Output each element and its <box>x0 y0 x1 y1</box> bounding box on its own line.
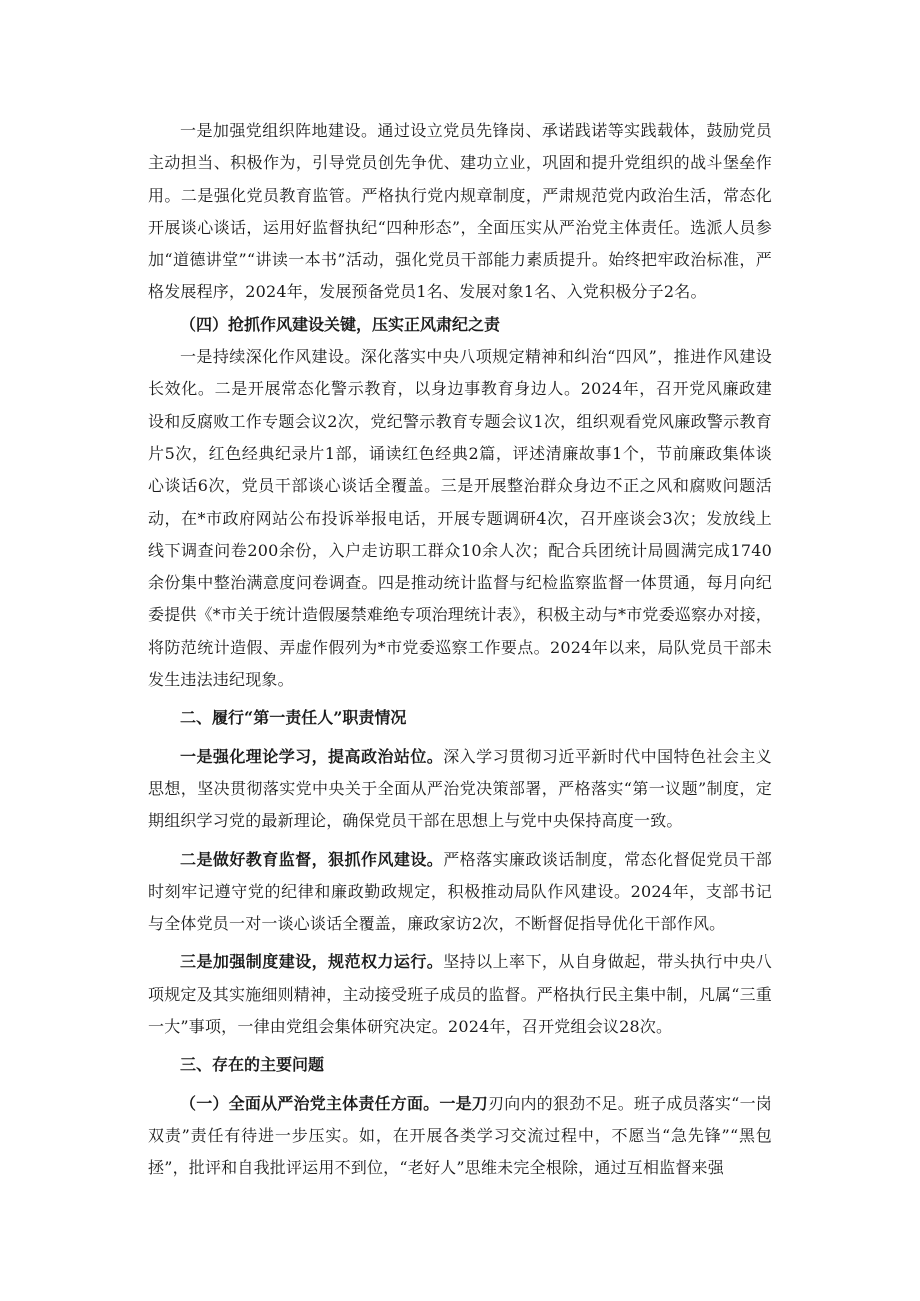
paragraph-text: 深入学习贯彻习近平新时代中国特色社会主义思想，坚决贯彻落实党中央关于全面从严治党决策部署，严格落实“第一议题”制度，定期组织学习党的最新理论，确保党员干部在思想上与党中央保持高度一致。 <box>148 746 772 831</box>
paragraph-text: 严格落实廉政谈话制度，常态化督促党员干部时刻牢记遵守党的纪律和廉政勤政规定，积极推动局队作风建设。2024年，支部书记与全体党员一对一谈心谈话全覆盖，廉政家访2次，不断督促指导优化干部作风。 <box>148 849 772 934</box>
paragraph-text: 刃向内的狠劲不足。班子成员落实“一岗双责”责任有待进一步压实。如，在开展各类学习交流过程中，不愿当“急先锋”“黑包拯”，批评和自我批评运用不到位，“老好人”思维未完全根除，通过互相监督来强 <box>148 1093 772 1178</box>
paragraph-lead: （一）全面从严治党主体责任方面。一是刀 <box>180 1093 489 1113</box>
paragraph-system-building <box>148 946 772 1043</box>
paragraph-main-responsibility <box>148 1088 772 1185</box>
paragraph-lead: 一是强化理论学习，提高政治站位。 <box>180 746 444 766</box>
section-heading-main-problems: 三、存在的主要问题 <box>180 1055 325 1075</box>
paragraph-text: 一是加强党组织阵地建设。通过设立党员先锋岗、承诺践诺等实践载体，鼓励党员主动担当、积极作为，引导党员创先争优、建功立业，巩固和提升党组织的战斗堡垒作用。二是强化党员教育监管。严格执行党内规章制度，严肃规范党内政治生活，常态化开展谈心谈话，运用好监督执纪“四种形态”，全面压实从严治党主体责任。选派人员参加“道德讲堂”“讲读一本书”活动，强化党员干部能力素质提升。始终把牢政治标准，严格发展程序，2024年，发展预备党员1名、发展对象1名、入党积极分子2名。 <box>148 121 772 302</box>
paragraph-text: 一是持续深化作风建设。深化落实中央八项规定精神和纠治“四风”，推进作风建设长效化。二是开展常态化警示教育，以身边事教育身边人。2024年，召开党风廉政建设和反腐败工作专题会议2次，党纪警示教育专题会议1次，组织观看党风廉政警示教育片5次，红色经典纪录片1部，诵读红色经典2篇，评述清廉故事1个，节前廉政集体谈心谈话6次，党员干部谈心谈话全覆盖。三是开展整治群众身边不正之风和腐败问题活动，在*市政府网站公布投诉举报电话，开展专题调研4次，召开座谈会3次；发放线上线下调查问卷200余份，入户走访职工群众10余人次；配合兵团统计局圆满完成1740余份集中整治满意度问卷调查。四是推动统计监督与纪检监察监督一体贯通，每月向纪委提供《*市关于统计造假屡禁难绝专项治理统计表》，积极主动与*市党委巡察办对接，将防范统计造假、弄虚作假列为*市党委巡察工作要点。2024年以来，局队党员干部未发生违法违纪现象。 <box>148 347 773 690</box>
paragraph-theory-study <box>148 741 772 838</box>
paragraph-text: 坚持以上率下，从自身做起，带头执行中央八项规定及其实施细则精神，主动接受班子成员的监督。严格执行民主集中制，凡属“三重一大”事项，一律由党组会集体研究决定。2024年，召开党组会议28次。 <box>148 952 772 1037</box>
paragraph-lead: 二是做好教育监督，狠抓作风建设。 <box>180 849 444 869</box>
paragraph-education-supervision <box>148 844 772 941</box>
paragraph-work-style <box>148 341 772 696</box>
section-heading-first-responsible: 二、履行“第一责任人”职责情况 <box>180 708 407 728</box>
paragraph-lead: 三是加强制度建设，规范权力运行。 <box>180 952 444 972</box>
section-heading-work-style: （四）抢抓作风建设关键，压实正风肃纪之责 <box>180 314 501 334</box>
paragraph-party-organization <box>148 115 772 309</box>
